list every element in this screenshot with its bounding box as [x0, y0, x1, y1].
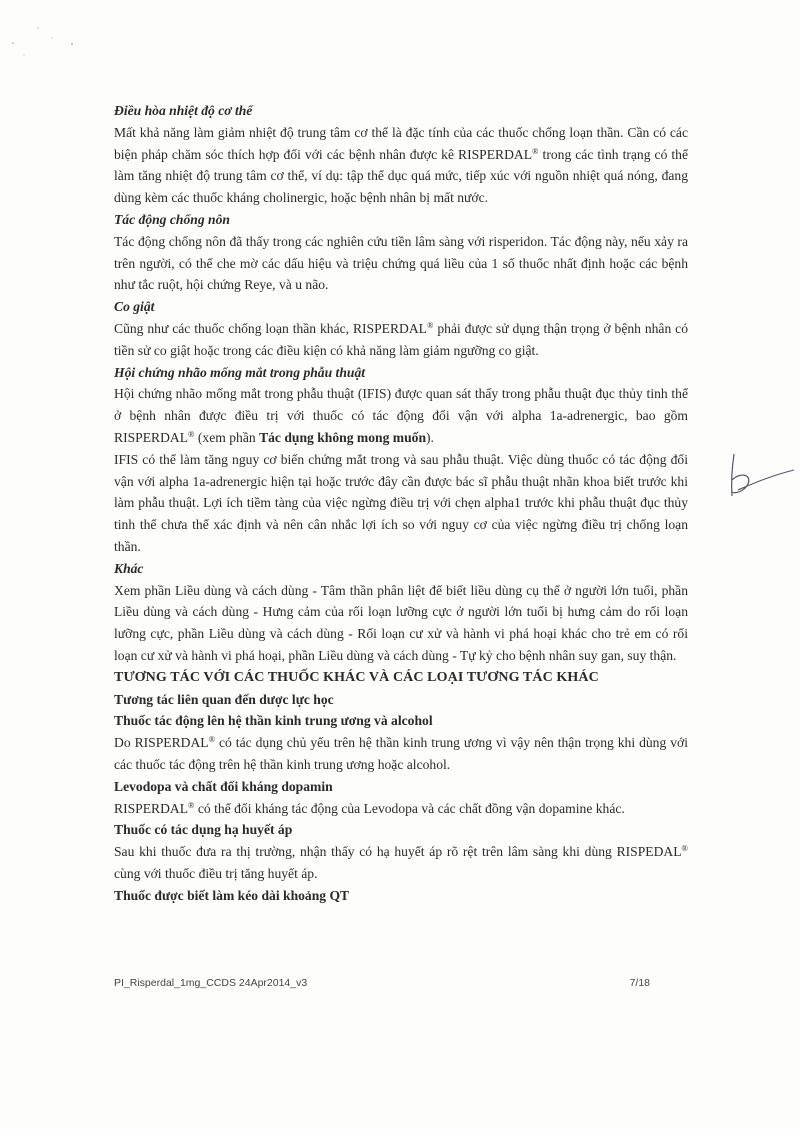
subheading-qt-prolongation: Thuốc được biết làm kéo dài khoảng QT — [114, 887, 350, 903]
paragraph-other: Xem phần Liều dùng và cách dùng - Tâm thần phân liệt để biết liều dùng cụ thể ở người lớn tuổi, phần Liều dùng và cách dùng - Hưng cảm của rối loạn lưỡng cực ở người lớn tuổi bị hưng cảm do rối loạn lưỡng cực, phần Liều dùng và cách dùng - Rối loạn cư xử và hành vi phá hoại khác cho trẻ em có rối loạn cư xử và hành vi phá hoại, phần Liều dùng và cách dùng - Tự kỷ cho bệnh nhân suy gan, suy thận. — [114, 582, 688, 663]
heading-thermoregulation: Điều hòa nhiệt độ cơ thể — [114, 103, 253, 118]
paragraph-ifis-2: IFIS có thể làm tăng nguy cơ biến chứng mắt trong và sau phẫu thuật. Việc dùng thuốc có tác động đối vận với alpha 1a-adrenergic hiện tại hoặc trước đây cần được bác sĩ phẫu thuật nhãn khoa biết trước khi làm phẫu thuật. Lợi ích tiềm tàng của việc ngừng điều trị với chẹn alpha1 trước khi phẫu thuật đục thủy tinh thể chưa thể xác định và nên cân nhắc lợi ích so với nguy cơ của việc ngừng điều trị chống loạn thần. — [114, 451, 688, 554]
footer-page-number: 7/18 — [629, 977, 650, 989]
subheading-antihypertensive: Thuốc có tác dụng hạ huyết áp — [114, 822, 293, 838]
paragraph-thermoregulation: Mất khả năng làm giảm nhiệt độ trung tâm cơ thể là đặc tính của các thuốc chống loạn thần. Cần có các biện pháp chăm sóc thích hợp đối với các bệnh nhân được kê RISPERDAL® trong các tình trạng có thể làm tăng nhiệt độ trung tâm cơ thể, ví dụ: tập thể dục quá mức, tiếp xúc với nguồn nhiệt quá nóng, đang dùng kèm các thuốc kháng cholinergic, hoặc bệnh nhân bị mất nước. — [114, 124, 688, 206]
subheading-cns-alcohol: Thuốc tác động lên hệ thần kinh trung ương và alcohol — [114, 713, 433, 729]
scan-speck-marks — [0, 0, 100, 60]
subheading-levodopa: Levodopa và chất đối kháng dopamin — [114, 778, 333, 794]
paragraph-antihypertensive: Sau khi thuốc đưa ra thị trường, nhận thấy có hạ huyết áp rõ rệt trên lâm sàng khi dùng RISPEDAL® cùng với thuốc điều trị tăng huyết áp. — [114, 843, 688, 881]
paragraph-levodopa: RISPERDAL® có thể đối kháng tác động của Levodopa và các chất đồng vận dopamine khác. — [114, 799, 625, 816]
handwritten-initial-signature — [722, 450, 800, 510]
heading-antiemetic: Tác động chống nôn — [114, 211, 230, 227]
heading-other: Khác — [114, 560, 144, 576]
page-footer — [114, 977, 650, 989]
footer-document-id: PI_Risperdal_1mg_CCDS 24Apr2014_v3 — [114, 977, 308, 989]
section-title-interactions: TƯƠNG TÁC VỚI CÁC THUỐC KHÁC VÀ CÁC LOẠI TƯƠNG TÁC KHÁC — [114, 669, 599, 685]
subheading-pharmacodynamic: Tương tác liên quan đến dược lực học — [114, 691, 334, 707]
heading-seizures: Co giật — [114, 299, 155, 315]
paragraph-antiemetic: Tác động chống nôn đã thấy trong các nghiên cứu tiền lâm sàng với risperidon. Tác động này, nếu xảy ra trên người, có thể che mờ các dấu hiệu và triệu chứng quá liều của 1 số thuốc nhất định hoặc các bệnh như tắc ruột, hội chứng Reye, và u não. — [114, 233, 688, 293]
heading-ifis: Hội chứng nhão mống mắt trong phẫu thuật — [114, 364, 366, 380]
paragraph-ifis-1: Hội chứng nhão mống mắt trong phẫu thuật (IFIS) được quan sát thấy trong phẫu thuật đục thủy tinh thể ở bệnh nhân được điều trị với thuốc có tác động đối vận với alpha 1a-adrenergic, bao gồm RISPERDAL® (xem phần Tác dụng không mong muốn). — [114, 386, 688, 445]
paragraph-seizures: Cũng như các thuốc chống loạn thần khác, RISPERDAL® phải được sử dụng thận trọng ở bệnh nhân có tiền sử co giật hoặc trong các điều kiện có khả năng làm giảm ngưỡng co giật. — [114, 319, 688, 358]
paragraph-cns-alcohol: Do RISPERDAL® có tác dụng chủ yếu trên hệ thần kinh trung ương vì vậy nên thận trọng khi dùng với các thuốc tác động trên hệ thần kinh trung ương hoặc alcohol. — [114, 734, 688, 772]
document-body — [114, 100, 688, 906]
